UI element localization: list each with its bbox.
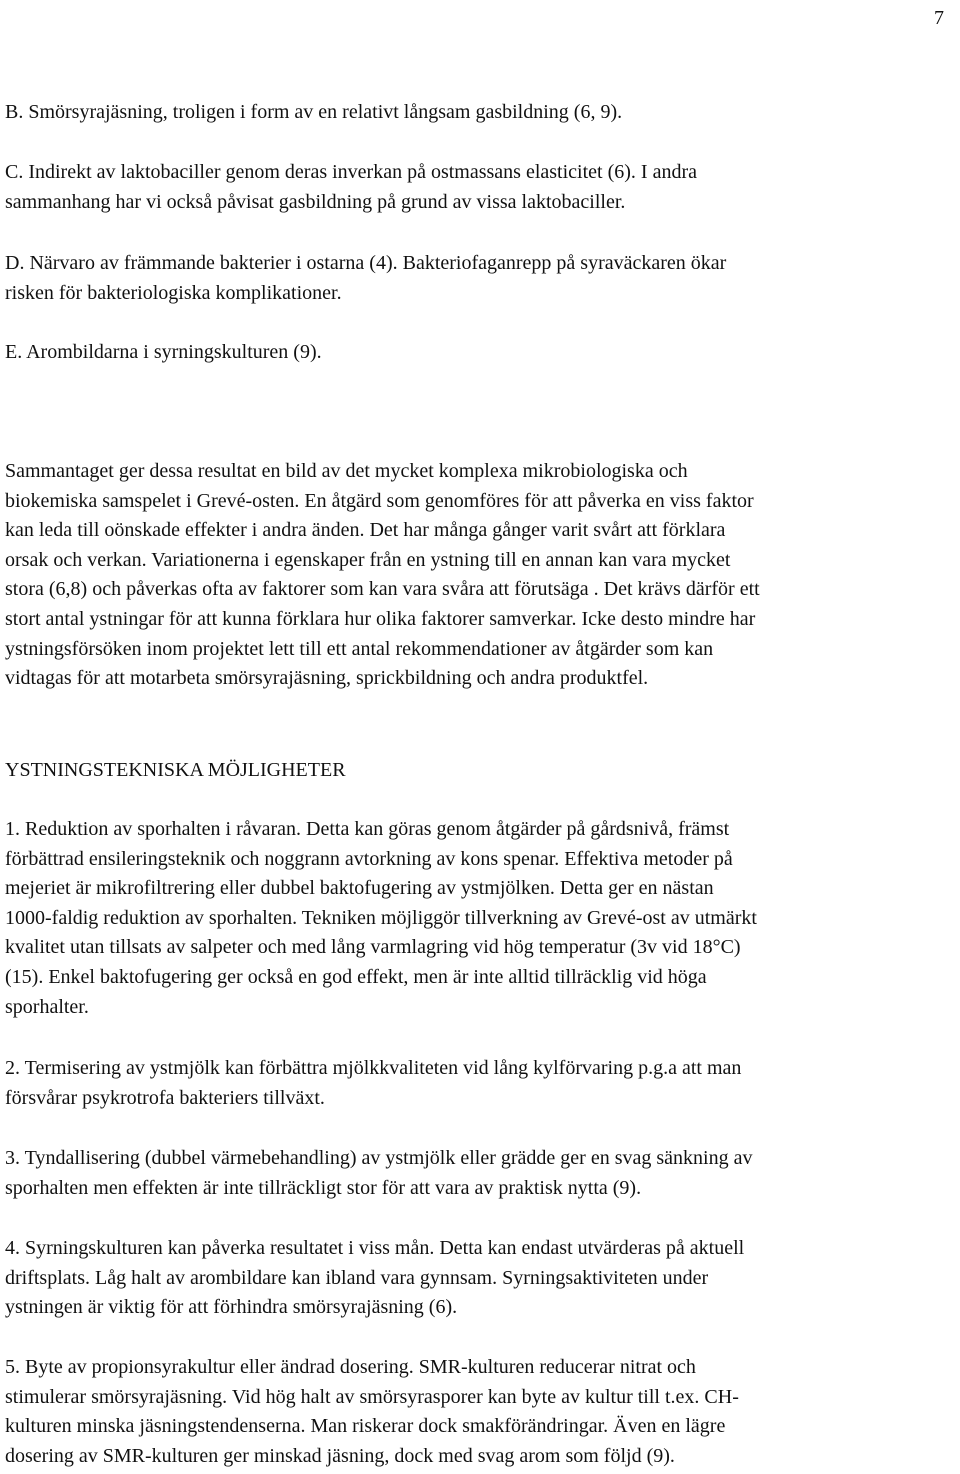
point-1-line: kvalitet utan tillsats av salpeter och med lång varmlagring vid hög temperatur (3v vid 18°C) [5, 936, 741, 959]
summary-line: stora (6,8) och påverkas ofta av faktorer som kan vara svåra att förutsäga . Det krävs därför ett [5, 578, 760, 601]
point-4-line: ystningen är viktig för att förhindra smörsyrajäsning (6). [5, 1296, 458, 1319]
point-2-line: försvårar psykrotrofa bakteriers tillväxt. [5, 1086, 325, 1109]
summary-line: orsak och verkan. Variationerna i egenskaper från en ystning till en annan kan vara mycket [5, 548, 731, 571]
summary-line: ystningsförsöken inom projektet lett till ett antal rekommendationer av åtgärder som kan [5, 637, 714, 660]
summary-line: Sammantaget ger dessa resultat en bild av det mycket komplexa mikrobiologiska och [5, 460, 688, 482]
point-5-line: 5. Byte av propionsyrakultur eller ändrad dosering. SMR-kulturen reducerar nitrat och [5, 1356, 696, 1378]
item-d-line: D. Närvaro av främmande bakterier i ostarna (4). Bakteriofaganrepp på syraväckaren ökar [5, 252, 727, 274]
summary-line: kan leda till oönskade effekter i andra änden. Det har många gånger varit svårt att förklara [5, 519, 726, 542]
point-4-line: 4. Syrningskulturen kan påverka resultatet i viss mån. Detta kan endast utvärderas på aktuell [5, 1237, 745, 1259]
point-3-line: 3. Tyndallisering (dubbel värmebehandling) av ystmjölk eller grädde ger en svag sänkning av [5, 1147, 753, 1169]
point-5-line: kulturen minska jäsningstendenserna. Man riskerar dock smakförändringar. Även en lägre [5, 1415, 726, 1438]
point-1 [5, 815, 957, 1022]
summary-paragraph [5, 457, 957, 694]
point-4-line: driftsplats. Låg halt av arombildare kan ibland vara gynnsam. Syrningsaktiviteten under [5, 1266, 709, 1289]
point-4 [5, 1234, 957, 1323]
summary-line: stort antal ystningar för att kunna förklara hur olika faktorer samverkar. Icke desto mindre har [5, 607, 756, 630]
point-2-line: 2. Termisering av ystmjölk kan förbättra mjölkkvaliteten vid lång kylförvaring p.g.a att man [5, 1057, 742, 1079]
point-5-line: dosering av SMR-kulturen ger minskad jäsning, dock med svag arom som följd (9). [5, 1444, 675, 1467]
point-5 [5, 1353, 957, 1471]
item-b-line: B. Smörsyrajäsning, troligen i form av en relativt långsam gasbildning (6, 9). [5, 101, 623, 123]
summary-line: biokemiska samspelet i Grevé-osten. En åtgärd som genomföres för att påverka en viss faktor [5, 489, 754, 512]
point-1-line: 1. Reduktion av sporhalten i råvaran. Detta kan göras genom åtgärder på gårdsnivå, främst [5, 818, 730, 840]
item-e-line: E. Arombildarna i syrningskulturen (9). [5, 341, 322, 363]
item-c-line: sammanhang har vi också påvisat gasbildning på grund av vissa laktobaciller. [5, 190, 626, 213]
point-1-line: sporhalter. [5, 995, 89, 1018]
point-5-line: stimulerar smörsyrajäsning. Vid hög halt av smörsyrasporer kan byte av kultur till t.ex. CH- [5, 1385, 739, 1408]
item-e [5, 338, 957, 368]
summary-line: vidtagas för att motarbeta smörsyrajäsning, sprickbildning och andra produktfel. [5, 667, 649, 690]
page-number: 7 [934, 7, 944, 29]
point-3-line: sporhalten men effekten är inte tillräckligt stor för att vara av praktisk nytta (9). [5, 1176, 642, 1199]
point-2 [5, 1054, 957, 1113]
point-1-line: (15). Enkel baktofugering ger också en god effekt, men är inte alltid tillräcklig vid höga [5, 965, 707, 988]
section-heading: YSTNINGSTEKNISKA MÖJLIGHETER [5, 759, 346, 781]
item-c-line: C. Indirekt av laktobaciller genom deras inverkan på ostmassans elasticitet (6). I andra [5, 161, 697, 183]
point-1-line: mejeriet är mikrofiltrering eller dubbel baktofugering av ystmjölken. Detta ger en nästan [5, 877, 714, 900]
item-d-line: risken för bakteriologiska komplikationer. [5, 281, 342, 304]
item-c [5, 158, 957, 217]
point-3 [5, 1144, 957, 1203]
point-1-line: 1000-faldig reduktion av sporhalten. Tekniken möjliggör tillverkning av Grevé-ost av utmärkt [5, 906, 757, 929]
item-d [5, 249, 957, 308]
point-1-line: förbättrad ensileringsteknik och noggrann avtorkning av kons spenar. Effektiva metoder på [5, 847, 733, 870]
item-b [5, 98, 957, 128]
